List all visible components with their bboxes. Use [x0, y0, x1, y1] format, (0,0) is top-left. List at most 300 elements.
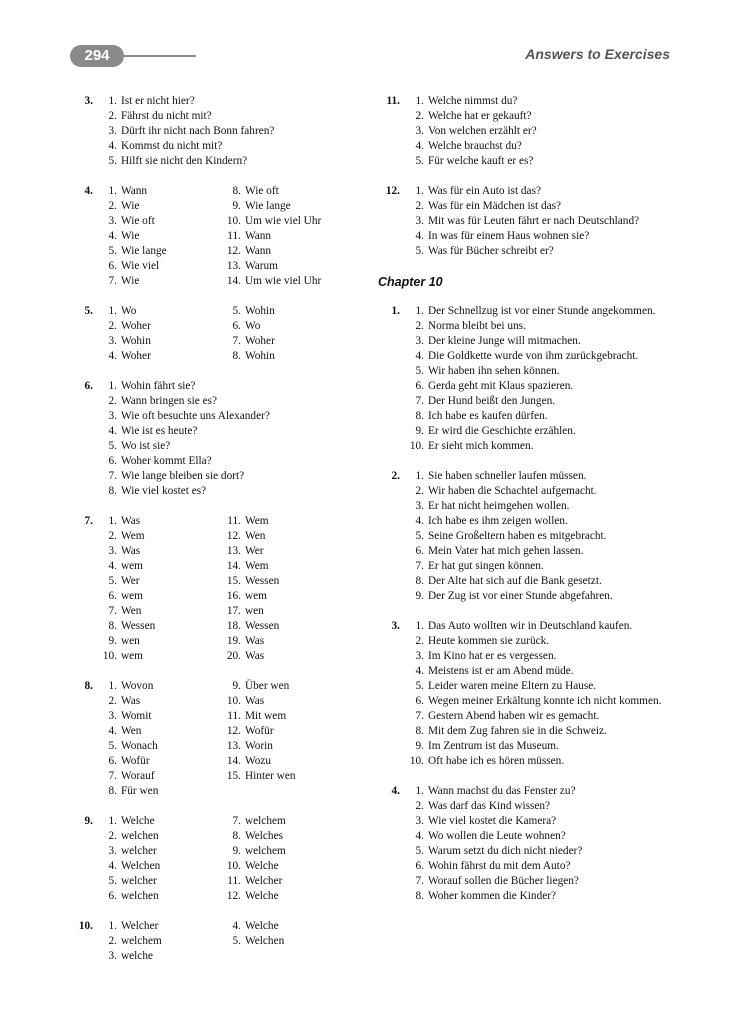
answer-item	[108, 319, 245, 334]
answer-number: 20.	[226, 650, 241, 662]
answer-text: Was	[121, 695, 141, 707]
answer-item	[226, 214, 370, 229]
answer-item	[108, 949, 245, 964]
answer-number: 1.	[415, 305, 424, 317]
answer-text: Kommst du nicht mit?	[121, 140, 223, 152]
answer-item	[108, 679, 245, 694]
answer-number: 19.	[226, 635, 241, 647]
answer-item	[226, 619, 370, 634]
answer-text: Worauf	[121, 770, 155, 782]
answer-text: Wovon	[121, 680, 154, 692]
answer-number: 10.	[409, 440, 424, 452]
exercise-number: 3.	[84, 95, 93, 107]
answer-item	[415, 679, 678, 694]
answer-item	[226, 544, 370, 559]
answer-text: Im Kino hat er es vergessen.	[428, 650, 557, 662]
answer-text: Wir haben die Schachtel aufgemacht.	[428, 485, 597, 497]
answer-number: 11.	[227, 710, 241, 722]
answer-item	[108, 349, 245, 364]
answer-text: Wann bringen sie es?	[121, 395, 218, 407]
answer-text: wen	[121, 635, 140, 647]
answer-text: Wozu	[245, 755, 272, 767]
answer-number: 2.	[415, 110, 424, 122]
answer-item	[415, 109, 678, 124]
answer-text: Ist er nicht hier?	[121, 95, 195, 107]
answer-item	[415, 484, 678, 499]
answer-text: Der Alte hat sich auf die Bank gesetzt.	[428, 575, 602, 587]
answer-number: 8.	[415, 890, 424, 902]
answer-number: 1.	[108, 680, 117, 692]
answer-number: 3.	[108, 710, 117, 722]
answer-item	[415, 379, 678, 394]
answer-number: 5.	[232, 305, 241, 317]
answer-item	[415, 349, 678, 364]
answer-item	[108, 829, 245, 844]
answer-item	[415, 244, 678, 259]
answer-item	[232, 844, 370, 859]
answer-item	[226, 559, 370, 574]
answer-item	[226, 604, 370, 619]
answer-text: Wo ist sie?	[121, 440, 171, 452]
answer-text: Warum setzt du dich nicht nieder?	[428, 845, 583, 857]
answer-list	[108, 379, 370, 499]
answer-number: 7.	[415, 875, 424, 887]
answer-item	[415, 364, 678, 379]
answer-item	[108, 199, 245, 214]
answer-number: 4.	[108, 140, 117, 152]
page-header	[70, 44, 670, 68]
answer-item	[108, 784, 245, 799]
exercise	[70, 814, 370, 904]
answer-text: Wohin fährst du mit dem Auto?	[428, 860, 571, 872]
exercise	[70, 304, 370, 364]
answer-number: 2.	[415, 800, 424, 812]
page-number-badge: 294	[70, 45, 124, 67]
exercise-number: 4.	[84, 185, 93, 197]
answer-number: 3.	[108, 410, 117, 422]
answer-item	[415, 694, 678, 709]
exercise	[70, 514, 370, 664]
answer-number: 15.	[226, 770, 241, 782]
answer-text: Wen	[121, 725, 142, 737]
answer-text: Der Schnellzug ist vor einer Stunde angekommen.	[428, 305, 656, 317]
answer-text: In was für einem Haus wohnen sie?	[428, 230, 590, 242]
answer-text: Wem	[121, 530, 145, 542]
answer-item	[415, 154, 678, 169]
answer-number: 5.	[415, 245, 424, 257]
answer-number: 12.	[226, 245, 241, 257]
answer-number: 4.	[415, 830, 424, 842]
answer-text: Mit dem Zug fahren sie in die Schweiz.	[428, 725, 607, 737]
answer-number: 1.	[108, 815, 117, 827]
answer-number: 7.	[232, 335, 241, 347]
answer-item	[415, 739, 678, 754]
answer-list	[415, 784, 698, 904]
answer-item	[232, 919, 370, 934]
answer-item	[415, 409, 678, 424]
answer-list	[415, 184, 698, 259]
answer-number: 4.	[415, 230, 424, 242]
answer-text: Ich habe es ihm zeigen wollen.	[428, 515, 568, 527]
answer-text: Von welchen erzählt er?	[428, 125, 537, 137]
answer-item	[108, 109, 370, 124]
answer-item	[108, 94, 370, 109]
answer-text: Wem	[245, 560, 269, 572]
answer-text: Worin	[245, 740, 273, 752]
answer-number: 12.	[226, 890, 241, 902]
answer-text: Was für Bücher schreibt er?	[428, 245, 554, 257]
exercise-number: 12.	[385, 185, 400, 197]
answer-number: 5.	[108, 440, 117, 452]
answer-number: 13.	[226, 740, 241, 752]
answer-item	[232, 319, 370, 334]
exercise-number: 10.	[78, 920, 93, 932]
answer-item	[415, 229, 678, 244]
answer-item	[415, 724, 678, 739]
answer-item	[415, 619, 678, 634]
answer-text: Im Zentrum ist das Museum.	[428, 740, 559, 752]
answer-number: 7.	[415, 710, 424, 722]
answer-number: 1.	[415, 785, 424, 797]
exercise	[70, 919, 370, 964]
answer-item	[415, 514, 678, 529]
answer-item	[415, 844, 678, 859]
answer-text: Wir haben ihn sehen können.	[428, 365, 560, 377]
answer-text: Welcher	[121, 920, 159, 932]
answer-number: 5.	[108, 155, 117, 167]
exercise-number: 4.	[391, 785, 400, 797]
answer-text: Wo	[121, 305, 137, 317]
answer-item	[232, 349, 370, 364]
answer-item	[227, 874, 370, 889]
answer-item	[226, 259, 370, 274]
answer-item	[232, 679, 370, 694]
answer-number: 6.	[415, 860, 424, 872]
answer-number: 10.	[409, 755, 424, 767]
answer-text: Wohin	[121, 335, 151, 347]
answer-number: 3.	[415, 335, 424, 347]
answer-item	[415, 94, 678, 109]
answer-item	[108, 439, 370, 454]
answer-text: Wer	[245, 545, 264, 557]
answer-text: Fährst du nicht mit?	[121, 110, 212, 122]
answer-item	[226, 694, 370, 709]
answer-item	[108, 454, 370, 469]
answer-item	[232, 304, 370, 319]
answer-number: 4.	[108, 230, 117, 242]
answer-number: 5.	[108, 245, 117, 257]
answer-number: 8.	[108, 485, 117, 497]
answer-item	[415, 814, 678, 829]
answer-text: Woher kommt Ella?	[121, 455, 212, 467]
answer-text: Woher	[121, 350, 151, 362]
answer-number: 1.	[108, 305, 117, 317]
exercise	[378, 619, 698, 769]
answer-list	[415, 469, 698, 604]
answer-item	[415, 889, 678, 904]
answer-text: Wie viel kostet es?	[121, 485, 207, 497]
exercise-number: 7.	[84, 515, 93, 527]
answer-item	[232, 829, 370, 844]
answer-number: 7.	[108, 275, 117, 287]
answer-text: Wie viel kostet die Kamera?	[428, 815, 557, 827]
answer-text: Mit was für Leuten fährt er nach Deutschland?	[428, 215, 640, 227]
answer-item	[108, 484, 370, 499]
answer-number: 5.	[108, 740, 117, 752]
answer-text: Er hat nicht heimgehen wollen.	[428, 500, 570, 512]
answer-number: 1.	[415, 470, 424, 482]
answer-number: 9.	[108, 635, 117, 647]
answer-text: Wie oft besuchte uns Alexander?	[121, 410, 270, 422]
answer-number: 9.	[232, 680, 241, 692]
answer-list	[409, 619, 698, 769]
answer-item	[108, 304, 245, 319]
answer-item	[226, 634, 370, 649]
answer-item	[415, 424, 678, 439]
answer-number: 1.	[415, 185, 424, 197]
answer-number: 3.	[415, 815, 424, 827]
answer-text: Welche	[245, 890, 279, 902]
answer-item	[227, 514, 370, 529]
answer-text: Wie ist es heute?	[121, 425, 198, 437]
answer-number: 6.	[108, 890, 117, 902]
answer-text: Wie lange	[245, 200, 291, 212]
answer-text: Heute kommen sie zurück.	[428, 635, 550, 647]
answer-text: Der Zug ist vor einer Stunde abgefahren.	[428, 590, 613, 602]
answer-number: 11.	[227, 515, 241, 527]
answer-item	[108, 334, 245, 349]
answer-number: 13.	[226, 545, 241, 557]
answer-number: 7.	[108, 605, 117, 617]
answer-item	[415, 784, 678, 799]
answer-item	[232, 199, 370, 214]
answer-item	[226, 589, 370, 604]
answer-item	[108, 184, 245, 199]
answer-text: Worauf sollen die Bücher liegen?	[428, 875, 579, 887]
answer-number: 5.	[415, 530, 424, 542]
answer-number: 2.	[108, 935, 117, 947]
answer-text: Warum	[245, 260, 278, 272]
answer-item	[415, 304, 678, 319]
answer-number: 10.	[102, 650, 117, 662]
answer-text: welchem	[245, 845, 286, 857]
answer-list	[108, 814, 370, 904]
answer-text: wem	[121, 560, 143, 572]
answer-list	[108, 184, 370, 289]
answer-number: 2.	[108, 395, 117, 407]
answer-item	[415, 544, 678, 559]
answer-text: welcher	[121, 875, 157, 887]
answer-number: 8.	[108, 785, 117, 797]
exercise-number: 5.	[84, 305, 93, 317]
answer-text: Was	[121, 515, 141, 527]
exercise	[70, 94, 370, 169]
answer-item	[409, 754, 678, 769]
answer-number: 1.	[415, 620, 424, 632]
answer-number: 3.	[415, 650, 424, 662]
answer-number: 4.	[108, 560, 117, 572]
answer-item	[415, 574, 678, 589]
answer-number: 8.	[232, 185, 241, 197]
answer-number: 6.	[232, 320, 241, 332]
answer-number: 17.	[226, 605, 241, 617]
answer-item	[226, 529, 370, 544]
answer-number: 4.	[415, 350, 424, 362]
answer-number: 3.	[108, 545, 117, 557]
answer-text: Welche	[121, 815, 155, 827]
answer-number: 4.	[415, 515, 424, 527]
answer-number: 1.	[108, 920, 117, 932]
answer-text: welcher	[121, 845, 157, 857]
answer-number: 4.	[415, 140, 424, 152]
answer-item	[415, 859, 678, 874]
answer-number: 3.	[108, 125, 117, 137]
answer-number: 2.	[415, 635, 424, 647]
answer-text: Das Auto wollten wir in Deutschland kaufen.	[428, 620, 633, 632]
answer-text: Seine Großeltern haben es mitgebracht.	[428, 530, 607, 542]
answer-number: 3.	[415, 215, 424, 227]
answer-text: Wann	[121, 185, 148, 197]
answer-item	[226, 754, 370, 769]
answer-item	[415, 199, 678, 214]
answer-list	[102, 514, 370, 664]
answer-list	[409, 304, 698, 454]
answer-number: 5.	[415, 845, 424, 857]
answer-text: Wessen	[245, 620, 280, 632]
answer-text: Wo	[245, 320, 261, 332]
answer-number: 9.	[232, 200, 241, 212]
answer-number: 9.	[415, 740, 424, 752]
answer-item	[415, 214, 678, 229]
answer-text: Über wen	[245, 680, 290, 692]
answer-number: 2.	[108, 320, 117, 332]
answer-number: 5.	[232, 935, 241, 947]
exercise-number: 2.	[391, 470, 400, 482]
answer-list	[108, 679, 370, 799]
answer-number: 8.	[415, 410, 424, 422]
answer-item	[415, 829, 678, 844]
answer-text: Oft habe ich es hören müssen.	[428, 755, 565, 767]
answer-text: Die Goldkette wurde von ihm zurückgebracht.	[428, 350, 639, 362]
answer-text: Er wird die Geschichte erzählen.	[428, 425, 576, 437]
answer-text: Welche nimmst du?	[428, 95, 518, 107]
answer-text: Wie	[121, 275, 140, 287]
answer-text: Wer	[121, 575, 140, 587]
running-title: Answers to Exercises	[525, 46, 670, 62]
answer-item	[415, 799, 678, 814]
answer-text: Für welche kauft er es?	[428, 155, 534, 167]
exercises-chapter-10	[378, 304, 698, 904]
answer-item	[226, 574, 370, 589]
answer-item	[226, 244, 370, 259]
answer-number: 13.	[226, 260, 241, 272]
answer-number: 8.	[415, 575, 424, 587]
answer-number: 1.	[108, 185, 117, 197]
answer-text: Meistens ist er am Abend müde.	[428, 665, 574, 677]
answer-number: 4.	[108, 860, 117, 872]
answer-item	[232, 814, 370, 829]
answer-text: wem	[121, 590, 143, 602]
answer-item	[415, 634, 678, 649]
answer-number: 2.	[415, 485, 424, 497]
answer-text: Wie oft	[121, 215, 155, 227]
answer-number: 9.	[415, 425, 424, 437]
exercises-chapter-9-continued	[378, 94, 698, 259]
answer-number: 2.	[415, 200, 424, 212]
answer-item	[415, 709, 678, 724]
answer-text: Welchen	[245, 935, 285, 947]
answer-number: 14.	[226, 755, 241, 767]
answer-number: 6.	[108, 755, 117, 767]
answer-number: 7.	[232, 815, 241, 827]
answer-number: 2.	[415, 320, 424, 332]
answer-text: Wann	[245, 230, 272, 242]
exercise	[378, 304, 698, 454]
answer-number: 2.	[108, 200, 117, 212]
exercise-number: 6.	[84, 380, 93, 392]
answer-text: Um wie viel Uhr	[245, 215, 322, 227]
answer-text: Der Hund beißt den Jungen.	[428, 395, 556, 407]
answer-item	[226, 889, 370, 904]
answer-text: Wegen meiner Erkältung konnte ich nicht kommen.	[428, 695, 662, 707]
exercise	[378, 469, 698, 604]
answer-text: Wofür	[245, 725, 274, 737]
answer-text: Sie haben schneller laufen müssen.	[428, 470, 587, 482]
answer-text: Welches	[245, 830, 283, 842]
answer-text: Norma bleibt bei uns.	[428, 320, 526, 332]
answer-text: Der kleine Junge will mitmachen.	[428, 335, 581, 347]
answer-text: wem	[121, 650, 143, 662]
answer-text: Wessen	[121, 620, 156, 632]
answer-number: 12.	[226, 530, 241, 542]
answer-item	[415, 559, 678, 574]
answer-number: 7.	[108, 770, 117, 782]
answer-item	[415, 664, 678, 679]
answer-number: 11.	[227, 230, 241, 242]
answer-item	[108, 934, 245, 949]
answer-text: Woher	[121, 320, 151, 332]
answer-text: Gerda geht mit Klaus spazieren.	[428, 380, 574, 392]
answer-item	[232, 184, 370, 199]
answer-text: welchem	[121, 935, 162, 947]
answer-number: 6.	[415, 545, 424, 557]
answer-text: Mit wem	[245, 710, 287, 722]
answer-text: Hinter wen	[245, 770, 296, 782]
answer-item	[415, 529, 678, 544]
answer-number: 1.	[415, 95, 424, 107]
answer-number: 5.	[108, 875, 117, 887]
answer-text: Welche	[245, 920, 279, 932]
answer-number: 4.	[415, 665, 424, 677]
answer-number: 3.	[108, 335, 117, 347]
answer-number: 2.	[108, 830, 117, 842]
answer-number: 5.	[108, 575, 117, 587]
answer-number: 2.	[108, 110, 117, 122]
answer-text: wen	[245, 605, 264, 617]
answer-number: 16.	[226, 590, 241, 602]
exercise	[70, 679, 370, 799]
answer-text: Wohin fährt sie?	[121, 380, 196, 392]
answer-item	[415, 499, 678, 514]
answer-text: Mein Vater hat mich gehen lassen.	[428, 545, 584, 557]
answer-item	[415, 139, 678, 154]
answer-text: Er sieht mich kommen.	[428, 440, 534, 452]
answer-text: Welche	[245, 860, 279, 872]
answer-number: 3.	[108, 215, 117, 227]
answer-number: 2.	[108, 530, 117, 542]
answer-text: Wann	[245, 245, 272, 257]
answer-number: 6.	[415, 695, 424, 707]
